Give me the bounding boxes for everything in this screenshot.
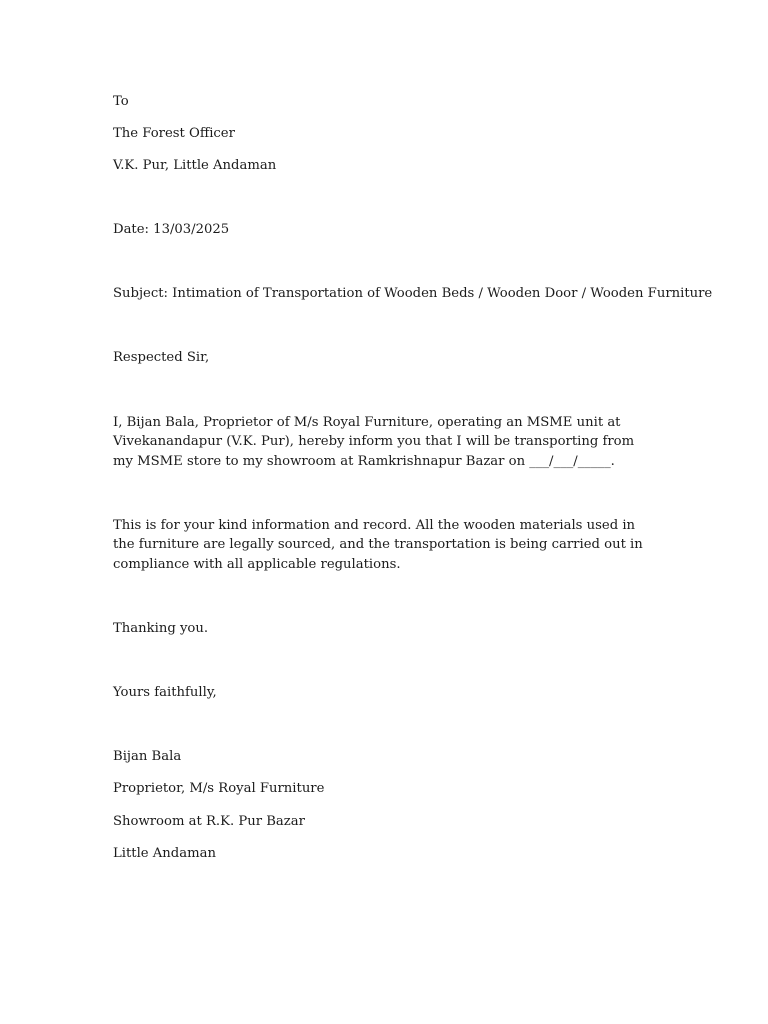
closing-line: Yours faithfully,	[113, 685, 217, 701]
signature-showroom: Showroom at R.K. Pur Bazar	[113, 813, 305, 829]
letter-subject: Subject: Intimation of Transportation of Wooden Beds / Wooden Door / Wooden Furniture	[113, 286, 713, 302]
letter-date: Date: 13/03/2025	[113, 222, 230, 238]
signature-location: Little Andaman	[113, 845, 216, 861]
recipient-name: The Forest Officer	[113, 126, 235, 142]
salutation: Respected Sir,	[113, 350, 210, 366]
letter-body	[113, 92, 713, 863]
recipient-address: V.K. Pur, Little Andaman	[113, 158, 277, 174]
signature-name: Bijan Bala	[113, 749, 182, 765]
to-label: To	[113, 94, 129, 109]
body-paragraph-1: I, Bijan Bala, Proprietor of M/s Royal Furniture, operating an MSME unit at Vivekanandapur (V.K. Pur), hereby inform you that I will be transporting from my MSME store to my showroom at Ramkrishnapur Bazar on ___/___/_____.	[113, 414, 635, 469]
signature-title: Proprietor, M/s Royal Furniture	[113, 781, 325, 797]
thanks-line: Thanking you.	[113, 621, 209, 637]
body-paragraph-2: This is for your kind information and record. All the wooden materials used in the furniture are legally sourced, and the transportation is being carried out in compliance with all applicable regulations.	[113, 517, 643, 573]
